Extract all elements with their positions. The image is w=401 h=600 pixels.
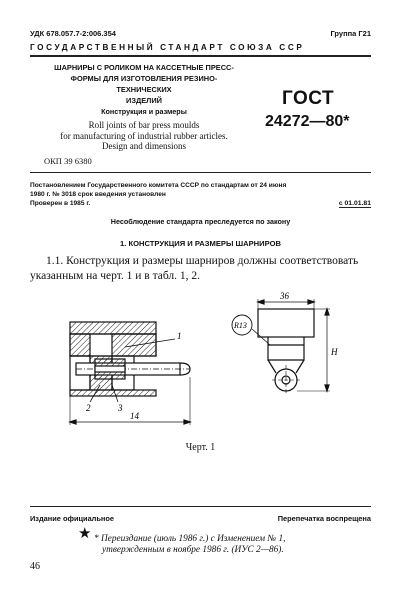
decree-text: [30, 181, 372, 209]
star-icon: ★: [78, 526, 92, 542]
gost-label: ГОСТ: [282, 88, 335, 109]
udk-code: УДК 678.057.7-2:006.354: [30, 29, 116, 38]
gost-number: 24272—80*: [265, 113, 350, 130]
title-en-line: for manufacturing of industrial rubber articles.: [60, 130, 228, 141]
standard-banner: ГОСУДАРСТВЕННЫЙ СТАНДАРТ СОЮЗА ССР: [30, 43, 305, 52]
note-line: утвержденным в ноябре 1986 г. (ИУС 2—86).: [102, 545, 284, 555]
callout-3: 3: [118, 403, 123, 413]
dimension-h: H: [331, 347, 338, 357]
title-ru: [44, 62, 244, 106]
paragraph-line: указанным на черт. 1 и в табл. 1, 2.: [30, 270, 201, 282]
decree-line: 1980 г. № 3018 срок введения установлен: [30, 191, 166, 199]
paragraph-line: 1.1. Конструкция и размеры шарниров должны соответствовать: [46, 255, 359, 267]
dimension-36: 36: [280, 291, 289, 301]
title-ru-subtitle: Конструкция и размеры: [101, 107, 187, 116]
dimension-r13: R13: [234, 321, 247, 330]
section-heading: 1. КОНСТРУКЦИЯ И РАЗМЕРЫ ШАРНИРОВ: [120, 239, 281, 248]
decree-line: Постановлением Государственного комитета СССР по стандартам от 24 июня: [30, 182, 287, 189]
side-body: [258, 309, 314, 337]
title-en-line: Design and dimensions: [102, 141, 186, 151]
official-edition: Издание официальное: [30, 514, 115, 523]
reprint-prohibited: Перепечатка воспрещена: [277, 514, 371, 523]
technical-drawing: [0, 285, 401, 460]
decree-line: Проверен в 1985 г.: [30, 200, 91, 208]
top-rule: [30, 55, 371, 57]
effective-date: с 01.01.81: [338, 200, 371, 207]
reissue-note: [94, 534, 285, 556]
law-warning: Несоблюдение стандарта преследуется по закону: [110, 217, 291, 226]
joint-side-view: [252, 299, 330, 395]
footer-rule: [30, 506, 371, 507]
title-ru-line: ШАРНИРЫ С РОЛИКОМ НА КАССЕТНЫЕ ПРЕСС-: [54, 63, 234, 72]
okp-code: ОКП 39 6380: [44, 156, 92, 166]
group-code: Группа Г21: [330, 29, 371, 38]
page-number: 46: [30, 561, 40, 572]
callout-2: 2: [86, 403, 91, 413]
callout-1: 1: [177, 331, 182, 341]
title-en: [44, 120, 244, 152]
note-line: * Переиздание (июль 1986 г.) с Изменением № 1,: [94, 534, 286, 544]
section-paragraph: [30, 254, 375, 284]
dimension-14: 14: [130, 411, 139, 421]
title-ru-line: ФОРМЫ ДЛЯ ИЗГОТОВЛЕНИЯ РЕЗИНО-: [70, 74, 218, 83]
rule-after-title: [30, 172, 371, 173]
title-en-line: Roll joints of bar press moulds: [88, 120, 200, 130]
top-plate: [70, 322, 156, 334]
figure-caption: Черт. 1: [185, 442, 216, 453]
title-ru-line: ТЕХНИЧЕСКИХ: [116, 85, 172, 94]
title-ru-line: ИЗДЕЛИЙ: [126, 96, 162, 105]
